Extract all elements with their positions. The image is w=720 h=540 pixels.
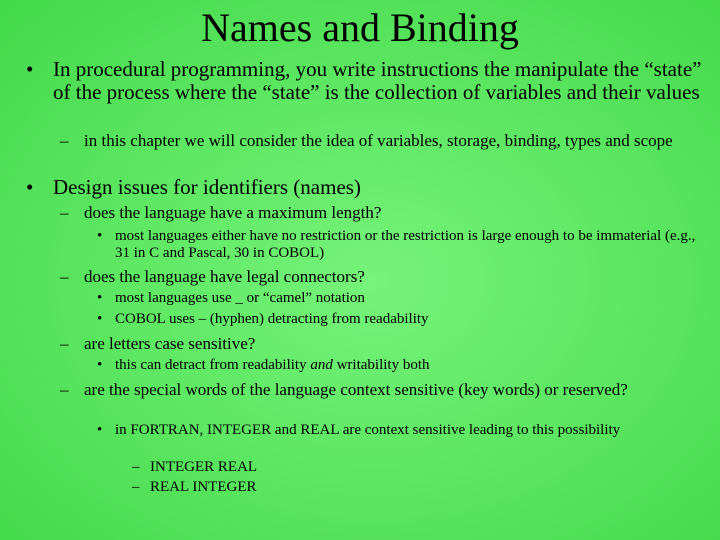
answer-text: in FORTRAN, INTEGER and REAL are context sensitive leading to this possibility (115, 422, 621, 438)
example-text: INTEGER REAL (150, 459, 258, 475)
slide-title: Names and Binding (201, 5, 519, 50)
answer-connectors-1 (97, 290, 705, 307)
subbullet-chapter-scope (60, 131, 704, 150)
dash-marker: – (60, 380, 69, 399)
dash-marker: – (60, 131, 69, 150)
dash-marker: – (132, 479, 140, 495)
example-text: REAL INTEGER (150, 479, 257, 495)
answer-text-post: writability both (332, 357, 430, 373)
bullet-marker: • (97, 311, 103, 327)
dash-marker: – (60, 334, 69, 353)
question-text: does the language have legal connectors? (84, 267, 365, 286)
example-real-integer (132, 479, 690, 496)
question-case-sensitive (60, 334, 704, 353)
answer-text-emphasis: and (310, 357, 333, 373)
subbullet-text: in this chapter we will consider the idea of variables, storage, binding, types and scope (84, 131, 673, 150)
answer-max-length (97, 228, 705, 262)
question-text: does the language have a maximum length? (84, 203, 382, 222)
dash-marker: – (60, 267, 69, 286)
bullet-marker: • (26, 57, 34, 81)
example-integer-real (132, 459, 690, 476)
dash-marker: – (60, 203, 69, 222)
question-max-length (60, 203, 704, 222)
answer-special-words (97, 422, 705, 439)
question-text: are letters case sensitive? (84, 334, 256, 353)
bullet-marker: • (97, 290, 103, 306)
answer-text: most languages either have no restriction or the restriction is large enough to be immaterial (e.g., 31 in C and Pascal, 30 in COBOL) (115, 228, 696, 261)
bullet-marker: • (97, 357, 103, 373)
dash-marker: – (132, 459, 140, 475)
bullet-procedural (26, 57, 703, 104)
bullet-text: Design issues for identifiers (names) (53, 175, 361, 199)
question-connectors (60, 267, 704, 286)
bullet-text: In procedural programming, you write instructions the manipulate the “state” of the process where the “state” is the collection of variables and their values (53, 57, 702, 104)
question-text: are the special words of the language context sensitive (key words) or reserved? (84, 380, 628, 399)
question-special-words (60, 380, 704, 399)
answer-text-pre: this can detract from readability (115, 357, 311, 373)
answer-text (115, 357, 705, 374)
bullet-design-issues (26, 175, 703, 199)
bullet-marker: • (97, 422, 103, 438)
answer-connectors-2 (97, 311, 705, 328)
answer-text: most languages use _ or “camel” notation (115, 290, 365, 306)
bullet-marker: • (97, 228, 103, 244)
bullet-marker: • (26, 175, 34, 199)
answer-text: COBOL uses – (hyphen) detracting from readability (115, 311, 429, 327)
answer-case-sensitive (97, 357, 705, 374)
